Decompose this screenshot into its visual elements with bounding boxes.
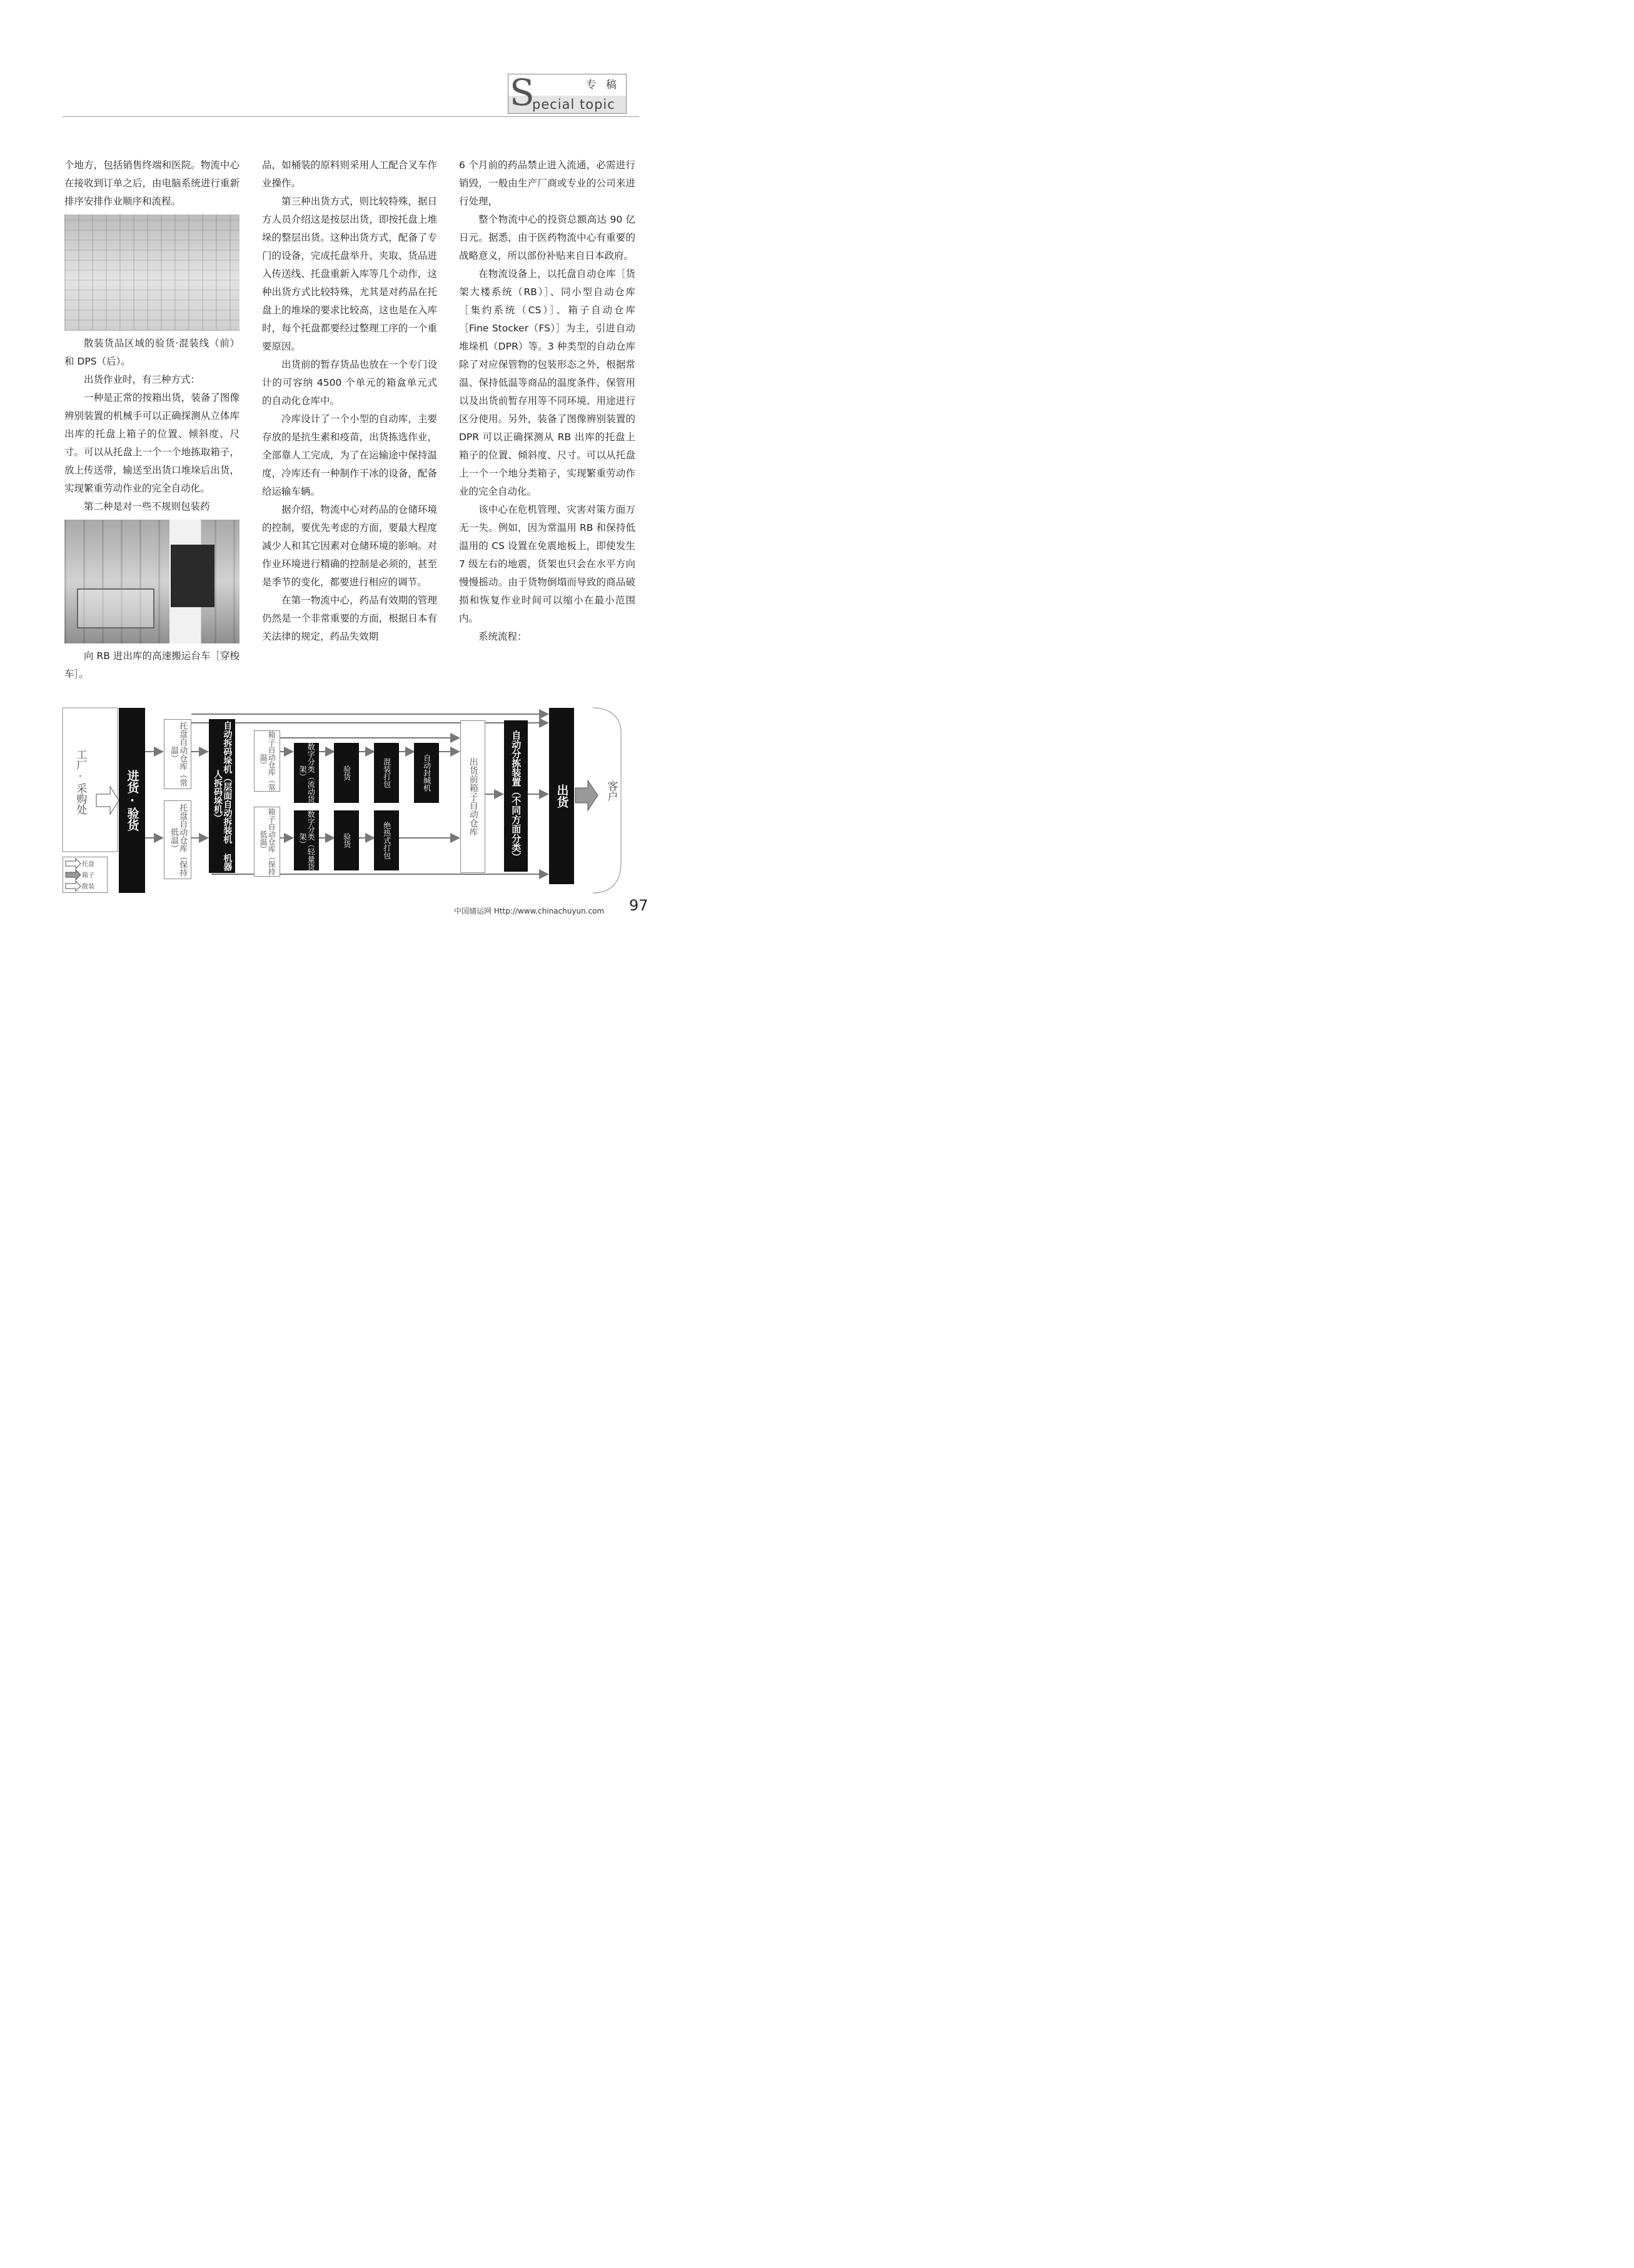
topic-cn-label: 专 稿 [585, 79, 620, 91]
photo-caption: 散装货品区域的验货·混装线（前）和 DPS（后）。 [64, 338, 240, 367]
box-warehouse-cold: 箱子自动仓库（保持低温） [254, 807, 280, 877]
shipping-arrow [575, 780, 598, 810]
topic-en-label: pecial topic [532, 97, 615, 112]
paragraph: 出货作业时，有三种方式： [84, 374, 201, 385]
legend-pallet: 托盘 [82, 861, 94, 868]
factory-arrow [96, 787, 119, 814]
factory-label: 工厂·采购处 [74, 748, 87, 815]
mixed-packing-box: 混装打包 [374, 743, 399, 803]
auto-sealer-box: 自动封缄机 [414, 743, 439, 803]
auto-sorter-box: 自动分拣装置（不同方面分类） [504, 720, 528, 872]
photo-inspection-line [64, 214, 240, 331]
paragraph: 品，如桶装的原料则采用人工配合叉车作业操作。 [262, 159, 437, 189]
paragraph: 该中心在危机管理、灾害对策方面万无一失。例如，因为常温用 RB 和保持低温用的 CS 设置在免震地板上，即使发生 7 级左右的地震，货架也只会在水平方向慢慢摇动。由于货物倒塌而导致的商品破损和恢复作业时间可以缩小在最小范围内。 [459, 504, 635, 624]
receiving-box: 进货·验货 [119, 708, 145, 893]
shipping-box: 出货 [549, 708, 574, 884]
paragraph: 整个物流中心的投资总额高达 90 亿日元。据悉，由于医药物流中心有重要的战略意义，所以部份补贴来自日本政府。 [459, 214, 635, 261]
customer-label: 客户 [605, 780, 618, 802]
paragraph: 一种是正常的按箱出货，装备了图像辨别装置的机械手可以正确探测从立体库出库的托盘上箱子的位置、倾斜度、尺寸。可以从托盘上一个一个地拣取箱子，放上传送带，输送至出货口堆垛后出货，实现繁重劳动作业的完全自动化。 [64, 392, 240, 494]
inspection-box-1: 验货 [334, 743, 359, 803]
legend-loose: 散装 [82, 884, 94, 890]
special-topic-badge [508, 71, 627, 114]
topic-initial: S [510, 71, 535, 114]
footer-site: 中国储运网 Http://www.chinachuyun.com [454, 907, 605, 915]
pallet-warehouse-cold: 托盘自动仓库（保持低温） [164, 800, 191, 879]
depalletizer-box: 自动拆码垛机（层面自动拆装机 机器人拆码垛机） [209, 719, 235, 873]
header-rule [63, 116, 639, 117]
photo-doorway [171, 545, 214, 607]
paragraph: 系统流程： [478, 631, 527, 642]
system-flow-diagram [61, 707, 629, 894]
paragraph: 第二种是对一些不规则包装药 [84, 501, 210, 512]
paragraph: 个地方，包括销售终端和医院。物流中心在接收到订单之后，由电脑系统进行重新排序安排作业顺序和流程。 [64, 159, 240, 207]
legend-arrows [64, 857, 82, 892]
column-2 [262, 156, 437, 646]
photo-cart [77, 588, 154, 628]
column-1 [64, 156, 240, 683]
flow-rack-sorting-box: 数字分类（流动货架） [294, 743, 319, 803]
light-rack-sorting-box: 数字分类（轻量货架） [294, 810, 319, 870]
inspection-box-2: 验货 [334, 810, 359, 870]
flow-legend [63, 857, 108, 893]
photo-shuttle-cart [64, 520, 240, 643]
column-3 [459, 156, 635, 646]
pre-shipping-warehouse: 出货前箱子自动仓库 [460, 720, 485, 873]
photo-caption: 向 RB 进出库的高速搬运台车［穿梭车］。 [64, 650, 240, 680]
insulated-packing-box: 绝热式打包 [374, 810, 399, 870]
paragraph: 在第一物流中心，药品有效期的管理仍然是一个非常重要的方面，根据日本有关法律的规定，药品失效期 [262, 595, 437, 642]
paragraph: 据介绍，物流中心对药品的仓储环境的控制，要优先考虑的方面，要最大程度减少人和其它因素对仓储环境的影响。对作业环境进行精确的控制是必须的，甚至是季节的变化，都要进行相应的调节。 [262, 504, 437, 588]
paragraph: 第三种出货方式，则比较特殊，据日方人员介绍这是按层出货，即按托盘上堆垛的整层出货。这种出货方式，配备了专门的设备，完成托盘举升、夹取、货品进入传送线、托盘重新入库等几个动作，这种出货方式比较特殊，尤其是对药品在托盘上的堆垛的要求比较高，这也是在入库时，每个托盘都要经过整理工序的一个重要原因。 [262, 196, 437, 352]
box-warehouse-normal: 箱子自动仓库（常温） [254, 730, 280, 792]
page-number: 97 [629, 897, 648, 914]
paragraph: 在物流设备上，以托盘自动仓库［货架大楼系统（RB）］、同小型自动仓库［集约系统（CS）］、箱子自动仓库［Fine Stocker（FS）］为主，引进自动堆垛机（DPR）等。3 种类型的自动仓库除了对应保管物的包装形态之外，根据常温、保持低温等商品的温度条件、保管用以及出货前暂存用等不同环境、用途进行区分使用。另外，装备了图像辨别装置的 DPR 可以正确探测从 RB 出库的托盘上箱子的位置、倾斜度、尺寸。可以从托盘上一个一个地分类箱子，实现繁重劳动作业的完全自动化。 [459, 268, 635, 497]
paragraph: 出货前的暂存货品也放在一个专门设计的可容纳 4500 个单元的箱盒单元式的自动化仓库中。 [262, 359, 437, 406]
legend-box: 箱子 [82, 872, 94, 879]
pallet-warehouse-normal: 托盘自动仓库（常温） [164, 719, 191, 789]
paragraph: 冷库设计了一个小型的自动库，主要存放的是抗生素和疫苗，出货拣选作业，全部靠人工完成，为了在运输途中保持温度，冷库还有一种制作干冰的设备，配备给运输车辆。 [262, 413, 437, 497]
paragraph: 6 个月前的药品禁止进入流通，必需进行销毁，一般由生产厂商或专业的公司来进行处理， [459, 159, 635, 207]
